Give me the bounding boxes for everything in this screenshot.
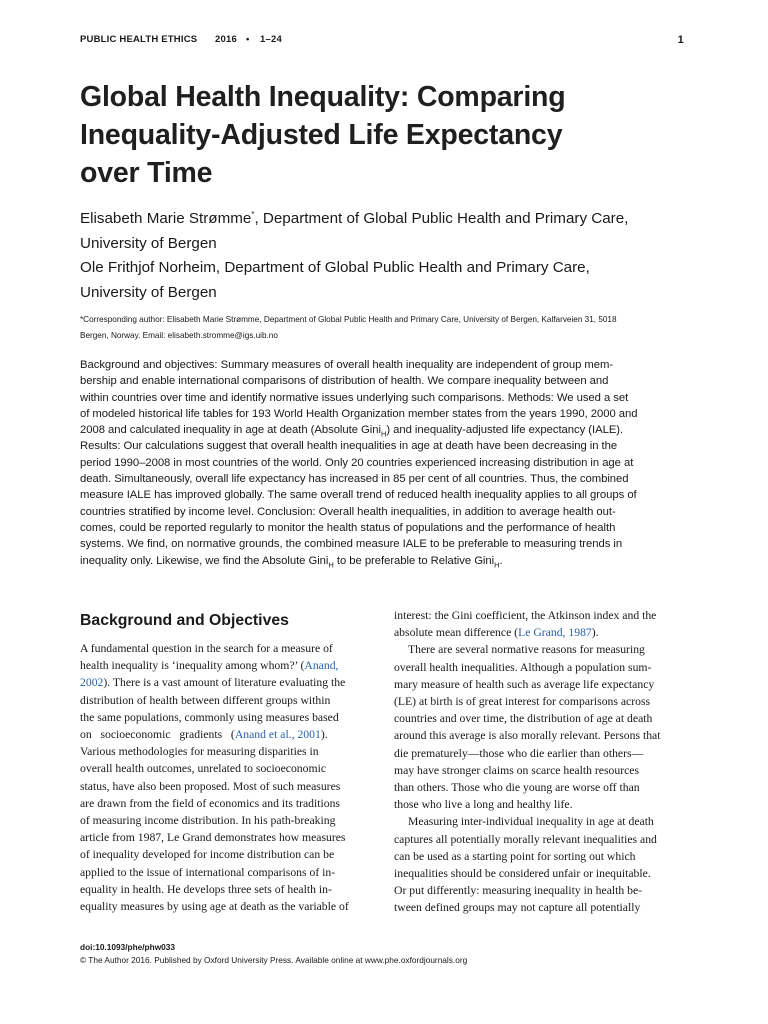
body-paragraph	[394, 607, 684, 917]
page-footer	[80, 941, 684, 967]
abstract-text: 2008 and calculated inequality in age at death (Absolute Gini	[80, 424, 381, 437]
body-line: overall health outcomes, unrelated to socioeconomic	[80, 762, 327, 776]
body-line: interest: the Gini coefficient, the Atkinson index and the	[394, 609, 657, 622]
abstract-line: period 1990–2008 in most countries of the world. Only 20 countries experienced increasing distribution in age at	[80, 456, 634, 469]
citation-link[interactable]: Le Grand, 1987	[518, 626, 592, 640]
abstract-line: Background and objectives: Summary measures of overall health inequality are independent of group mem-	[80, 359, 614, 371]
abstract-line: bership and enable international comparisons of distribution of health. We compare inequality between and	[80, 375, 609, 388]
journal-name: PUBLIC HEALTH ETHICS	[80, 34, 198, 45]
body-line: status, have also been proposed. Most of such measures	[80, 779, 341, 793]
body-line: of inequality developed for income distribution can be	[80, 848, 335, 862]
section-heading: Background and Objectives	[80, 612, 289, 629]
title-line: over Time	[80, 157, 213, 189]
doi-text[interactable]: doi:10.1093/phe/phw033	[80, 942, 175, 952]
body-line: can be used as a starting point for sorting out which	[394, 849, 636, 863]
author-block	[80, 207, 700, 305]
body-line: of measuring income distribution. In his path-breaking	[80, 814, 336, 828]
body-line: equality in health. He develops three sets of health in-	[80, 882, 332, 896]
corresponding-mark: *	[251, 209, 255, 219]
page-number: 1	[677, 34, 684, 46]
body-text: ).	[320, 728, 328, 742]
journal-year: 2016	[215, 34, 237, 45]
abstract-text: to be preferable to Relative Gini	[333, 554, 495, 567]
body-line: countries and over time, the distribution of age at death	[394, 712, 653, 726]
page-range: 1–24	[260, 34, 282, 45]
body-line: applied to the issue of international comparisons of in-	[80, 865, 336, 879]
abstract-line: systems. We find, on normative grounds, the combined measure IALE to be preferable to measuring trends in	[80, 538, 623, 551]
abstract-line	[80, 422, 684, 438]
abstract-line: of modeled historical life tables for 193 World Health Organization member states from the years 1990, 2000 and	[80, 407, 638, 420]
body-line	[394, 624, 684, 641]
abstract-line: death. Simultaneously, overall life expectancy has increased in 85 per cent of all countries. Thus, the combined	[80, 473, 629, 486]
running-head	[80, 34, 684, 48]
body-line: Measuring inter-individual inequality in age at death	[408, 815, 654, 829]
right-column	[394, 607, 684, 917]
body-line: around this average is also morally relevant. Persons that	[394, 729, 661, 743]
author-line	[80, 207, 700, 232]
note-line: Bergen, Norway. Email: elisabeth.stromme@igs.uib.no	[80, 331, 278, 340]
body-line: die prematurely—those who die earlier than others—	[394, 746, 644, 760]
body-text: health inequality is ‘inequality among whom?’ (	[80, 659, 305, 673]
body-line: Various methodologies for measuring disparities in	[80, 745, 319, 759]
body-line	[80, 726, 370, 743]
abstract-line: countries stratified by income level. Conclusion: Overall health inequalities, in addition to average health out-	[80, 505, 616, 518]
body-line: may have stronger claims on scarce health resources	[394, 763, 640, 777]
subscript: H	[494, 559, 500, 569]
title-line: Inequality-Adjusted Life Expectancy	[80, 119, 563, 151]
body-line: equality measures by using age at death as the variable of	[80, 900, 349, 914]
body-line: those who live a long and healthy life.	[394, 798, 573, 812]
body-line: A fundamental question in the search for a measure of	[80, 642, 333, 655]
body-line: the same populations, commonly using measures based	[80, 710, 339, 724]
body-text: ).	[591, 626, 599, 640]
abstract-line: comes, could be reported regularly to monitor the health status of populations and the performance of health	[80, 521, 616, 534]
title-line: Global Health Inequality: Comparing	[80, 81, 566, 113]
body-text: ). There is a vast amount of literature evaluating the	[103, 676, 346, 690]
body-line: distribution of health between different groups within	[80, 693, 331, 707]
body-line	[80, 674, 370, 691]
author-line: University of Bergen	[80, 234, 217, 252]
body-line: are drawn from the field of economics and its traditions	[80, 796, 340, 810]
body-text: on socioeconomic gradients (	[80, 728, 235, 742]
subscript: H	[380, 429, 387, 439]
abstract-text: .	[499, 554, 503, 567]
body-text: absolute mean difference (	[394, 626, 519, 640]
body-line: than others. Those who die young are worse off than	[394, 781, 640, 795]
body-line: overall health inequalities. Although a population sum-	[394, 660, 652, 674]
body-line: tween defined groups may not capture all potentially	[394, 901, 641, 915]
abstract-line	[80, 553, 684, 569]
author-line: Ole Frithjof Norheim, Department of Global Public Health and Primary Care,	[80, 259, 590, 276]
abstract-text: inequality only. Likewise, we find the Absolute Gini	[80, 554, 329, 567]
abstract-line: Results: Our calculations suggest that overall health inequalities in age at death have been decreasing in the	[80, 440, 618, 453]
author-name: Elisabeth Marie Strømme	[80, 210, 252, 227]
body-paragraph	[80, 640, 370, 915]
citation-link[interactable]: Anand,	[304, 659, 339, 673]
body-line: Or put differently: measuring inequality in health be-	[394, 884, 643, 898]
citation-link[interactable]: Anand et al., 2001	[234, 728, 321, 742]
abstract-line: within countries over time and identify normative issues underlying such comparisons. Methods: We used a set	[80, 391, 629, 404]
note-line: *Corresponding author: Elisabeth Marie Strømme, Department of Global Public Health and Primary Care, University of Bergen, Kalfarveien 31, 5018	[80, 315, 617, 324]
body-line: article from 1987, Le Grand demonstrates how measures	[80, 831, 346, 845]
body-line	[80, 657, 370, 674]
body-line: mary measure of health such as average life expectancy	[394, 677, 655, 691]
abstract-line: measure IALE has improved globally. The same overall trend of reduced health inequality applies to all groups of	[80, 489, 637, 502]
paper-title	[80, 78, 680, 192]
abstract-text: ) and inequality-adjusted life expectancy (IALE).	[386, 424, 624, 437]
author-line: University of Bergen	[80, 283, 217, 301]
author-affiliation: , Department of Global Public Health and Primary Care,	[254, 210, 629, 227]
copyright-text: © The Author 2016. Published by Oxford University Press. Available online at www.phe.oxfordjournals.org	[80, 955, 468, 965]
bullet-separator: •	[246, 34, 250, 45]
subscript: H	[328, 559, 334, 569]
abstract	[80, 357, 684, 569]
body-line: inequalities should be considered unfair or inequitable.	[394, 867, 651, 881]
citation-link[interactable]: 2002	[80, 676, 104, 690]
corresponding-author-note	[80, 312, 680, 344]
left-column	[80, 610, 370, 915]
body-line: captures all potentially morally relevant inequalities and	[394, 832, 657, 846]
body-line: There are several normative reasons for measuring	[408, 643, 645, 657]
body-line: (LE) at birth is of great interest for comparisons across	[394, 695, 651, 709]
